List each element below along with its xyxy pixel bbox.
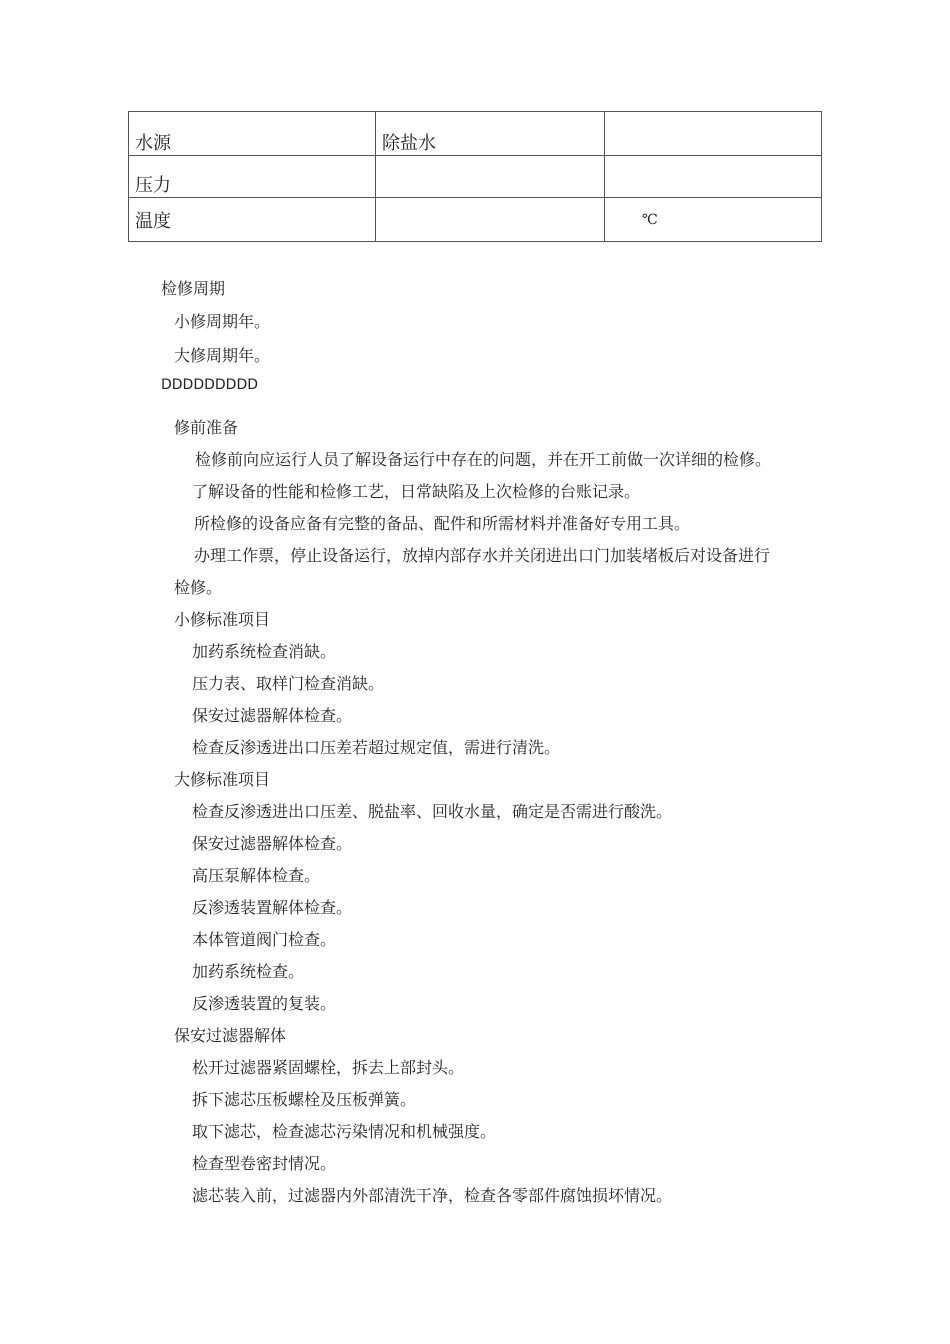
table-cell <box>376 198 605 242</box>
table-row <box>129 198 822 242</box>
text-line: 检查反渗透进出口压差、脱盐率、回收水量，确定是否需进行酸洗。 <box>192 802 673 821</box>
section-heading: 大修标准项目 <box>174 770 271 789</box>
text-line: 反渗透装置的复装。 <box>192 994 337 1013</box>
text-line: 检修前向应运行人员了解设备运行中存在的问题，并在开工前做一次详细的检修。 <box>195 450 772 469</box>
text-line: 保安过滤器解体检查。 <box>192 706 353 725</box>
table-cell: 温度 <box>129 198 376 242</box>
section-heading: 修前准备 <box>174 418 239 437</box>
section-heading: 检修周期 <box>161 279 226 298</box>
section-heading: 保安过滤器解体 <box>174 1026 287 1045</box>
text-line: 大修周期年。 <box>174 346 271 365</box>
text-line: 反渗透装置解体检查。 <box>192 898 353 917</box>
text-line: 取下滤芯，检查滤芯污染情况和机械强度。 <box>192 1122 497 1141</box>
text-line: 拆下滤芯压板螺栓及压板弹簧。 <box>192 1090 417 1109</box>
table-cell-unit: ℃ <box>605 198 822 242</box>
text-line: 高压泵解体检查。 <box>192 866 321 885</box>
text-line: 小修周期年。 <box>174 312 271 331</box>
table-row <box>129 112 822 156</box>
text-line: DDDDDDDDD <box>161 377 259 393</box>
text-line: 检查反渗透进出口压差若超过规定值，需进行清洗。 <box>192 738 561 757</box>
table-cell: 水源 <box>129 112 376 156</box>
text-line: 保安过滤器解体检查。 <box>192 834 353 853</box>
table-cell <box>605 112 822 156</box>
text-line: 检修。 <box>174 578 223 597</box>
table-cell <box>605 156 822 198</box>
text-line: 办理工作票，停止设备运行，放掉内部存水并关闭进出口门加装堵板后对设备进行 <box>194 546 771 565</box>
parameters-table <box>128 111 822 242</box>
text-line: 压力表、取样门检查消缺。 <box>192 674 385 693</box>
text-line: 检查型卷密封情况。 <box>192 1154 337 1173</box>
text-line: 本体管道阀门检查。 <box>192 930 337 949</box>
text-line: 松开过滤器紧固螺栓，拆去上部封头。 <box>192 1058 465 1077</box>
text-line: 加药系统检查消缺。 <box>192 642 337 661</box>
text-line: 加药系统检查。 <box>192 962 305 981</box>
table-cell <box>376 156 605 198</box>
text-line: 滤芯装入前，过滤器内外部清洗干净，检查各零部件腐蚀损坏情况。 <box>192 1186 673 1205</box>
table-row <box>129 156 822 198</box>
text-line: 所检修的设备应备有完整的备品、配件和所需材料并准备好专用工具。 <box>194 514 691 533</box>
table-cell: 除盐水 <box>376 112 605 156</box>
section-heading: 小修标准项目 <box>174 610 271 629</box>
text-line: 了解设备的性能和检修工艺，日常缺陷及上次检修的台账记录。 <box>192 482 641 501</box>
table-cell: 压力 <box>129 156 376 198</box>
